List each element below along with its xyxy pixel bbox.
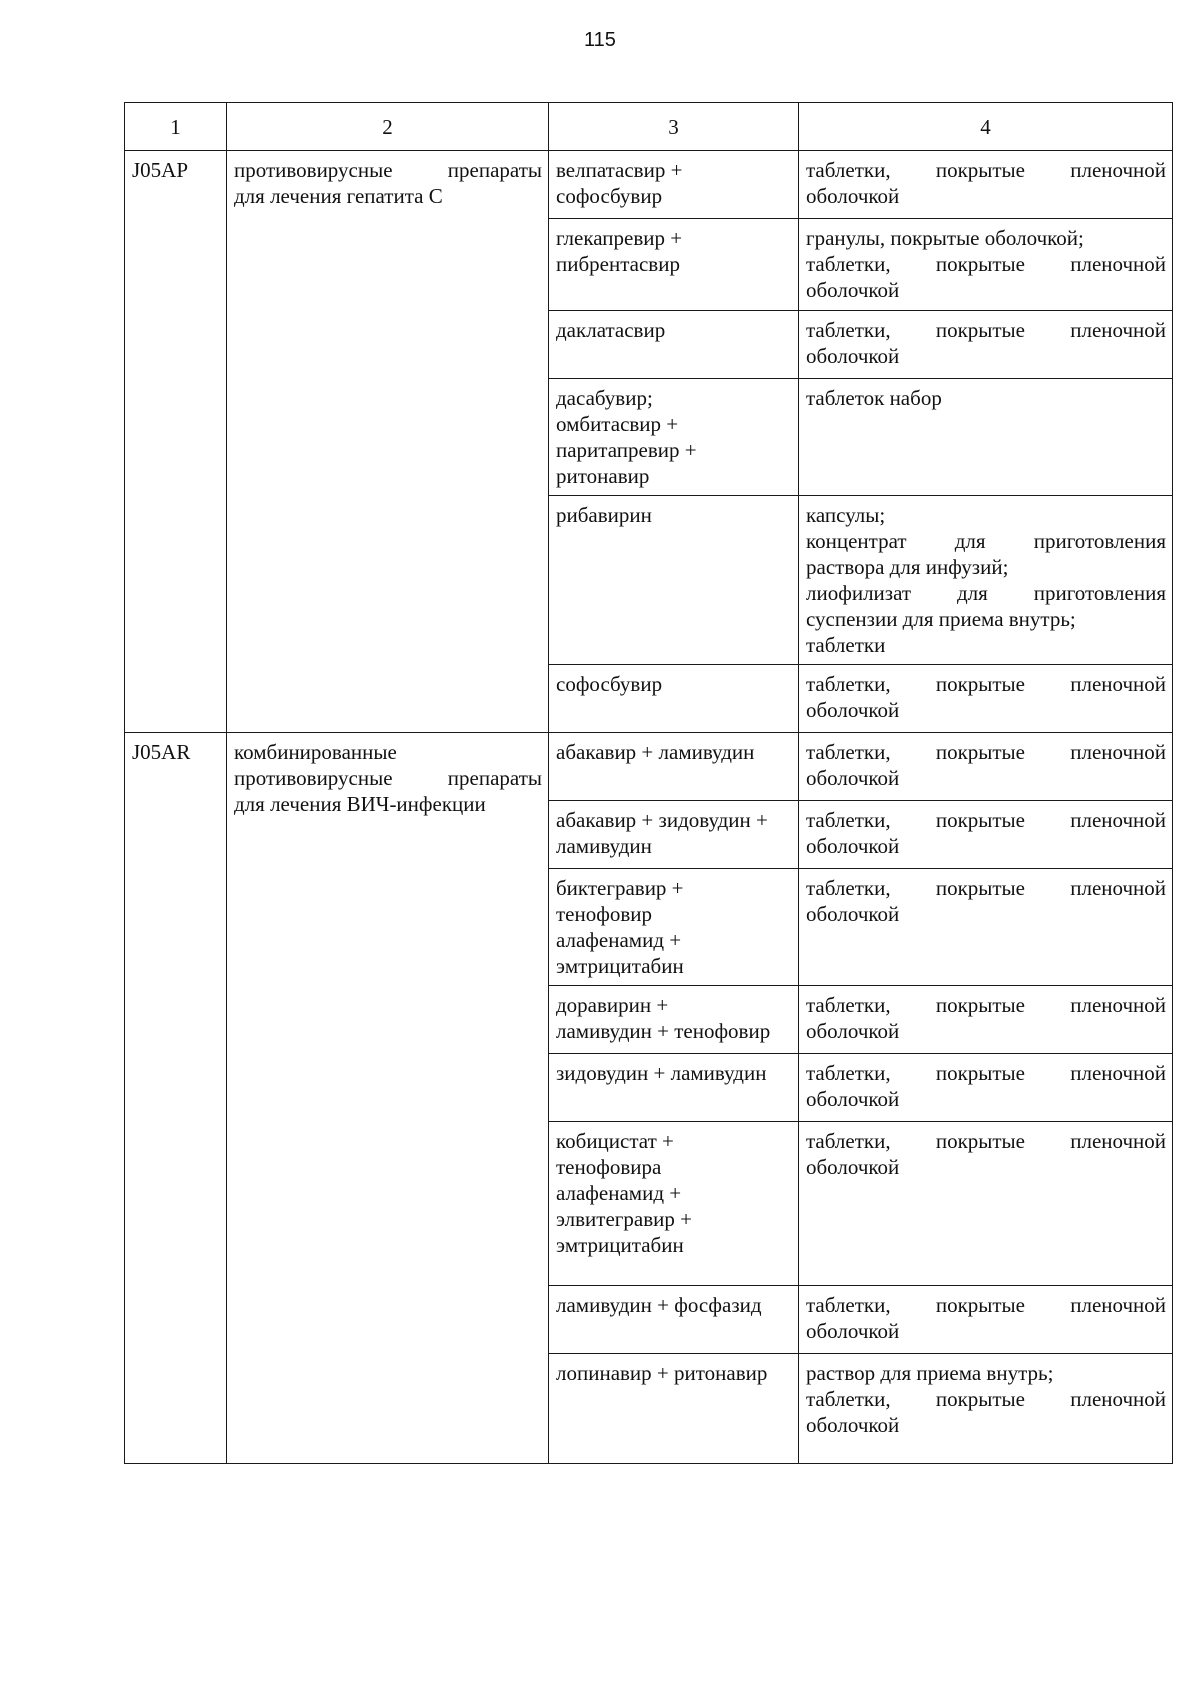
dosage-form-cell (799, 151, 1173, 219)
drug-name-line: ритонавир (556, 464, 650, 488)
drug-name-line: доравирин + (556, 993, 669, 1017)
drug-name-line: абакавир + зидовудин + (556, 808, 768, 832)
drug-name-line: паритапревир + (556, 438, 697, 462)
dosage-form-cell (799, 1354, 1173, 1464)
drug-name-line: глекапревир + (556, 226, 683, 250)
dosage-form-line: оболочкой (806, 184, 900, 208)
dosage-form-line: оболочкой (806, 1155, 900, 1179)
dosage-form-cell (799, 311, 1173, 379)
dosage-form-line: лиофилизат для приготовления (806, 581, 1166, 605)
drug-name-cell (549, 311, 799, 379)
dosage-form-line: таблетки, покрытые пленочной (806, 1129, 1166, 1153)
dosage-form-cell (799, 1122, 1173, 1286)
group-name-line: противовирусные препараты (234, 158, 542, 182)
drug-name-line: дасабувир; (556, 386, 653, 410)
dosage-form-cell (799, 986, 1173, 1054)
header-col-3: 3 (549, 103, 799, 151)
table-row (125, 733, 1173, 801)
dosage-form-line: таблетки, покрытые пленочной (806, 876, 1166, 900)
drug-name-line: алафенамид + (556, 1181, 682, 1205)
dosage-form-cell (799, 1054, 1173, 1122)
drug-name-cell (549, 986, 799, 1054)
dosage-form-line: таблетки, покрытые пленочной (806, 740, 1166, 764)
atc-code-cell: J05AR (125, 733, 227, 1464)
dosage-form-line: оболочкой (806, 902, 900, 926)
drug-name-line: алафенамид + (556, 928, 682, 952)
atc-code-cell: J05AP (125, 151, 227, 733)
dosage-form-line: оболочкой (806, 1087, 900, 1111)
group-name-line: для лечения гепатита С (234, 184, 443, 208)
drug-name-cell (549, 219, 799, 311)
drug-table (124, 102, 1173, 1464)
drug-name-line: биктегравир + (556, 876, 684, 900)
page-number: 115 (584, 29, 616, 51)
dosage-form-line: оболочкой (806, 766, 900, 790)
dosage-form-line: раствора для инфузий; (806, 555, 1009, 579)
dosage-form-cell (799, 665, 1173, 733)
drug-name-line: зидовудин + ламивудин (556, 1061, 767, 1085)
group-name-cell (227, 733, 549, 1464)
drug-name-line: тенофовира (556, 1155, 662, 1179)
dosage-form-line: гранулы, покрытые оболочкой; (806, 226, 1084, 250)
dosage-form-line: оболочкой (806, 278, 900, 302)
drug-name-cell (549, 1354, 799, 1464)
drug-name-line: ламивудин + тенофовир (556, 1019, 771, 1043)
dosage-form-cell (799, 219, 1173, 311)
dosage-form-line: таблетки, покрытые пленочной (806, 993, 1166, 1017)
drug-name-cell (549, 1122, 799, 1286)
dosage-form-line: концентрат для приготовления (806, 529, 1166, 553)
drug-name-line: элвитегравир + (556, 1207, 692, 1231)
dosage-form-line: оболочкой (806, 1019, 900, 1043)
dosage-form-line: таблетки, покрытые пленочной (806, 808, 1166, 832)
drug-name-cell (549, 869, 799, 986)
dosage-form-line: оболочкой (806, 1319, 900, 1343)
dosage-form-line: таблетки, покрытые пленочной (806, 672, 1166, 696)
dosage-form-line: таблеток набор (806, 386, 942, 410)
drug-name-line: велпатасвир + (556, 158, 683, 182)
drug-name-line: ламивудин (556, 834, 652, 858)
dosage-form-cell (799, 801, 1173, 869)
dosage-form-line: капсулы; (806, 503, 886, 527)
drug-name-line: омбитасвир + (556, 412, 679, 436)
drug-name-line: даклатасвир (556, 318, 666, 342)
dosage-form-line: таблетки, покрытые пленочной (806, 318, 1166, 342)
drug-name-line: пибрентасвир (556, 252, 680, 276)
header-col-1: 1 (125, 103, 227, 151)
drug-name-cell (549, 801, 799, 869)
dosage-form-line: оболочкой (806, 698, 900, 722)
drug-name-cell (549, 665, 799, 733)
dosage-form-line: таблетки, покрытые пленочной (806, 1387, 1166, 1411)
drug-name-cell (549, 151, 799, 219)
header-row (125, 103, 1173, 151)
dosage-form-cell (799, 869, 1173, 986)
table-body (125, 103, 1173, 1464)
dosage-form-line: суспензии для приема внутрь; (806, 607, 1076, 631)
header-col-2: 2 (227, 103, 549, 151)
group-name-line: комбинированные (234, 740, 397, 764)
drug-name-line: абакавир + ламивудин (556, 740, 755, 764)
group-name-cell (227, 151, 549, 733)
dosage-form-line: оболочкой (806, 1413, 900, 1437)
drug-name-cell (549, 733, 799, 801)
dosage-form-line: оболочкой (806, 834, 900, 858)
dosage-form-line: таблетки, покрытые пленочной (806, 158, 1166, 182)
dosage-form-line: таблетки (806, 633, 886, 657)
table-row (125, 151, 1173, 219)
header-col-4: 4 (799, 103, 1173, 151)
drug-name-line: софосбувир (556, 672, 663, 696)
dosage-form-line: оболочкой (806, 344, 900, 368)
drug-name-line: эмтрицитабин (556, 1233, 684, 1257)
group-name-line: противовирусные препараты (234, 766, 542, 790)
dosage-form-line: таблетки, покрытые пленочной (806, 1293, 1166, 1317)
dosage-form-cell (799, 379, 1173, 496)
dosage-form-line: таблетки, покрытые пленочной (806, 252, 1166, 276)
drug-name-line: рибавирин (556, 503, 652, 527)
drug-name-cell (549, 1054, 799, 1122)
drug-name-cell (549, 379, 799, 496)
dosage-form-cell (799, 496, 1173, 665)
drug-name-cell (549, 1286, 799, 1354)
dosage-form-line: раствор для приема внутрь; (806, 1361, 1054, 1385)
drug-name-line: тенофовир (556, 902, 652, 926)
drug-name-cell (549, 496, 799, 665)
drug-name-line: ламивудин + фосфазид (556, 1293, 762, 1317)
drug-name-line: эмтрицитабин (556, 954, 684, 978)
group-name-line: для лечения ВИЧ-инфекции (234, 792, 486, 816)
drug-name-line: софосбувир (556, 184, 663, 208)
drug-name-line: кобицистат + (556, 1129, 674, 1153)
dosage-form-cell (799, 733, 1173, 801)
dosage-form-line: таблетки, покрытые пленочной (806, 1061, 1166, 1085)
dosage-form-cell (799, 1286, 1173, 1354)
drug-name-line: лопинавир + ритонавир (556, 1361, 768, 1385)
